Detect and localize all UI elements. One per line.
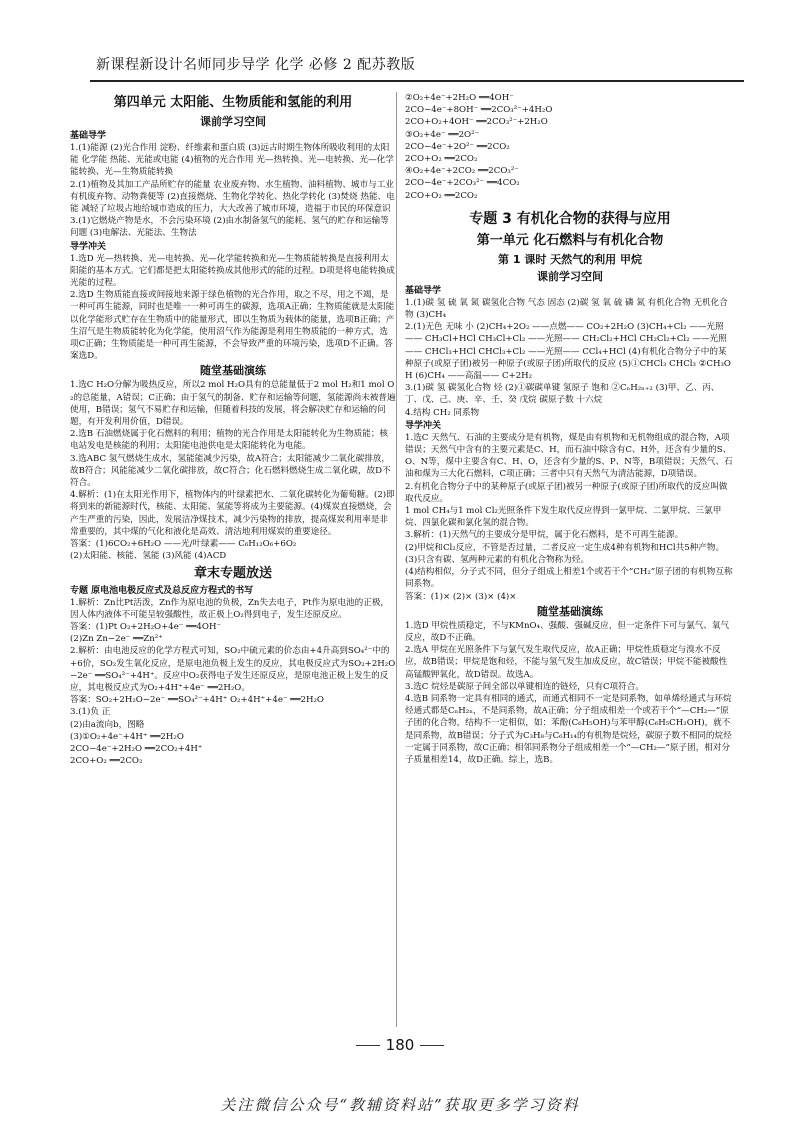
- page-number: [0, 1036, 800, 1054]
- answer-line: 4.选B 同系物一定具有相同的通式，而通式相同不一定是同系物，如单烯烃通式与环烷烃通式都是CₙH₂ₙ，不是同系物，故A正确；分子组成相差一个或若干个“—CH₂—”原子团的化合物，结构不一定相似，如：苯酚(C₆H₅OH)与苯甲醇(C₆H₅CH₂OH)，就不是同系物，故B错误；分子式为C₃H₈与C₆H₁₄的有机物是烷烃，碳原子数不相同的烷烃一定属于同系物，故C正确；相邻同系物分子组成相差一个“—CH₂—”原子团，相对分子质量相差14，故D正确。综上，选B。: [405, 693, 732, 765]
- answer-line: (4)结构相似，分子式不同，但分子组成上相差1个或若干个“CH₂”原子团的有机物互称同系物。: [405, 567, 733, 590]
- equation-line: 2CO+O₂+4OH⁻ ══2CO₃²⁻+2H₂O: [405, 117, 548, 128]
- pre-class-heading: 课前学习空间: [537, 269, 603, 283]
- page-number-dash: [420, 1045, 444, 1046]
- chapter-title: 章末专题放送: [193, 565, 272, 581]
- unit-title: 第一单元 化石燃料与有机化合物: [476, 232, 664, 248]
- basic-guide-label: 基础导学: [70, 131, 107, 141]
- equation-line: ④O₂+4e⁻+2CO₂ ══2CO₃²⁻: [405, 166, 519, 177]
- page-number-value: 180: [385, 1036, 415, 1054]
- answer-line: 2CO+O₂ ══2CO₂: [70, 756, 143, 767]
- equation-line: 2CO−4e⁻+2O²⁻ ══2CO₂: [405, 141, 510, 152]
- answer-line: 1.选C 天然气、石油的主要成分是有机物，煤是由有机物和无机物组成的混合物，A项错误；天然气中含有的主要元素是C、H，而石油中除含有C、H外，还含有少量的S、O、N等，煤中主要含有C、H、O，还含有少量的S、P、N等，B项错误；天然气、石油和煤为三大化石燃料，C项正确；三者中只有天然气为清洁能源，D项错误。: [405, 432, 733, 480]
- pre-class-heading: 课前学习空间: [200, 115, 266, 128]
- drill-heading: 随堂基础演练: [200, 364, 266, 378]
- answer-line: (3)①O₂+4e⁻+4H⁺ ══2H₂O: [70, 731, 184, 742]
- answer-line: (2)太阳能、核能、氢能 (3)风能 (4)ACD: [70, 551, 227, 562]
- lesson-title: 第 1 课时 天然气的利用 甲烷: [498, 252, 642, 266]
- answer-line: 3.选C 烷烃是碳原子间全部以单键相连的链烃，只有C项符合。: [405, 681, 644, 692]
- answer-line: 3.(1)碳 氢 碳氢化合物 烃 (2)①碳碳单键 氢原子 饱和 ②CₙH₂ₙ₊₂ (3)甲、乙、丙、丁、戊、己、庚、辛、壬、癸 戊烷 碳原子数 十六烷: [405, 383, 720, 406]
- equation-line: 2CO+O₂ ══2CO₂: [405, 190, 478, 201]
- answer-line: 1.选D 光—热转换、光—电转换、光—化学能转换和光—生物质能转换是直接利用太阳能的基本方式。它们都是把太阳能转换成其他形式的能的过程。D项是将电能转换成光能的过程。: [70, 253, 395, 289]
- drill-heading: 随堂基础演练: [537, 604, 603, 618]
- answer-line: 4.结构 CH₂ 同系物: [405, 407, 480, 418]
- equation-line: 2CO−4e⁻+2CO₃²⁻ ══4CO₂: [405, 178, 520, 189]
- answer-line: (2)Zn Zn−2e⁻ ══Zn²⁺: [70, 634, 163, 645]
- answer-line: 3.(1)它燃烧产物是水，不会污染环境 (2)由水制备氢气的能耗、氢气的贮存和运输等问题 (3)电解法、光能法、生物法: [70, 216, 389, 239]
- answer-line: 4.解析：(1)在太阳光作用下，植物体内的叶绿素把水、二氧化碳转化为葡萄糖。(2)即将到来的新能源时代，核能、太阳能、氢能等将成为主要能源。(4)煤炭直接燃烧，会产生严重的污染，因此，发展洁净煤技术，减少污染物的排放，提高煤炭利用率是非常重要的，其中煤的气化和液化是高效、清洁地利用煤炭的重要途径。: [70, 490, 395, 537]
- equation-line: ③O₂+4e⁻ ══2O²⁻: [405, 129, 480, 140]
- answer-line: 1.选D 甲烷性质稳定，不与KMnO₄、强酸、强碱反应，但一定条件下可与氯气、氧气反应，故D不正确。: [405, 620, 730, 643]
- page-number-dash: [356, 1045, 380, 1046]
- answer-line: 答案：(1)6CO₂+6H₂O ——光/叶绿素—— C₆H₁₂O₆+6O₂: [70, 539, 297, 550]
- guide-key-label: 导学冲关: [70, 241, 107, 252]
- answer-line: 1.解析：Zn比Pt活泼，Zn作为原电池的负极，Zn失去电子，Pt作为原电池的正极，因人体内液体不可能呈较强酸性，故正极上O₂得到电子，发生还原反应。: [70, 597, 390, 620]
- answer-line: 2.有机化合物分子中的某种原子(或原子团)被另一种原子(或原子团)所取代的反应叫做取代反应。: [405, 481, 728, 504]
- answer-line: 3.选ABC 氢气燃烧生成水，氢能能减少污染，故A符合；太阳能减少二氧化碳排放，故B符合；风能能减少二氧化碳排放，故C符合；化石燃料燃烧生成二氧化碳，故D不符合。: [70, 453, 391, 489]
- answer-line: 答案：SO₂+2H₂O−2e⁻ ══SO₄²⁻+4H⁺ O₂+4H⁺+4e⁻ ══2H₂O: [70, 695, 324, 706]
- equation-line: 2CO−4e⁻+8OH⁻ ══2CO₃²⁻+4H₂O: [405, 105, 553, 116]
- column-divider: [396, 92, 397, 1027]
- equation-line: ②O₂+4e⁻+2H₂O ══4OH⁻: [405, 93, 514, 103]
- answer-line: 2CO−4e⁻+2H₂O ══2CO₂+4H⁺: [70, 743, 203, 754]
- answer-line: 1.(1)碳 氢 硫 氧 氮 碳氢化合物 气态 固态 (2)碳 氢 氧 硫 磷 氮 有机化合物 无机化合物 (3)CH₄: [405, 297, 728, 321]
- equation-line: 2CO+O₂ ══2CO₂: [405, 154, 478, 165]
- answer-line: (2)甲烷和Cl₂反应，不管是否过量，二者反应一定生成4种有机物和HCl共5种产物。: [405, 542, 725, 553]
- answer-line: 2.选A 甲烷在光照条件下与氯气发生取代反应，故A正确；甲烷性质稳定与溴水不反应，故B错误；甲烷是饱和烃，不能与氢气发生加成反应，故C错误；甲烷不能被酸性高锰酸钾氧化，故D错误。故选A。: [405, 645, 728, 680]
- answer-line: 1.选C H₂O分解为吸热反应，所以2 mol H₂O具有的总能量低于2 mol H₂和1 mol O₂的总能量，A错误；C正确；由于氢气的制备、贮存和运输等问题，氢能源尚未被普遍使用，B错误；氢气不易贮存和运输，但随着科技的发展，将会解决贮存和运输的问题，有开发利用价值，D错误。: [70, 380, 396, 428]
- right-column: [405, 92, 735, 766]
- answer-line: (3)只含有碳、氢两种元素的有机化合物称为烃。: [405, 554, 590, 565]
- answer-line: 2.(1)无色 无味 小 (2)CH₄+2O₂ ——点燃—— CO₂+2H₂O (3)CH₄+Cl₂ ——光照—— CH₃Cl+HCl CH₃Cl+Cl₂ ——光照—— CH₂Cl₂+HCl CH₂Cl₂+Cl₂ ——光照—— CHCl₃+HCl CHCl₃+Cl₂ ——光照—— CCl₄+HCl (4)有机化合物分子中的某种原子(或原子团)被另一种原子(或原子团)所取代的反应 (5)①CHCl₃ CHCl₃ ②CH₃OH (6)CH₄ ——高温—— C+2H₂: [405, 322, 731, 382]
- answer-line: 2.(1)植物及其加工产品所贮存的能量 农业废弃物、水生植物、油料植物、城市与工业有机废弃物、动物粪便等 (2)直接燃烧、生物化学转化、热化学转化 (3)焚烧 热能、电能 减轻了垃圾占地给城市造成的压力，大大改善了城市环境，造福于市民的环保意识: [70, 179, 395, 215]
- basic-guide-label: 基础导学: [405, 285, 442, 296]
- running-header: 新课程新设计名师同步导学 化学 必修 2 配苏教版: [96, 57, 416, 73]
- answer-line: 3.解析：(1)天然气的主要成分是甲烷，属于化石燃料，是不可再生能源。: [405, 530, 684, 541]
- answer-line: 答案：(1)Pt O₂+2H₂O+4e⁻ ══4OH⁻: [70, 621, 221, 632]
- answer-line: 1.(1)能源 (2)光合作用 淀粉、纤维素和蛋白质 (3)远古时期生物体所吸收利用的太阳能 化学能 热能、光能或电能 (4)植物的光合作用 光—热转换、光—电转换、光—化学能转换、光—生物质能转换: [70, 143, 394, 178]
- guide-key-label: 导学冲关: [405, 420, 442, 431]
- topic-title: 专题 3 有机化合物的获得与应用: [469, 210, 671, 227]
- answer-line: 2.解析：由电池反应的化学方程式可知，SO₂中硫元素的价态由+4升高到SO₄²⁻中的+6价，SO₂发生氧化反应，是原电池负极上发生的反应，其电极反应式为SO₂+2H₂O−2e⁻ ══SO₄²⁻+4H⁺。反应中O₂获得电子发生还原反应，是原电池正极上发生的反应，其电极反应式为O₂+4H⁺+4e⁻ ══2H₂O。: [70, 646, 396, 693]
- answer-line: 2.选B 石油燃烧属于化石燃料的利用；植物的光合作用是太阳能转化为生物质能；核电站发电是核能的利用；太阳能电池供电是太阳能转化为电能。: [70, 429, 389, 452]
- answer-line: 2.选D 生物质能直接或间接地来源于绿色植物的光合作用，取之不尽，用之不竭，是一种可再生能源，同时也是唯一一种可再生的碳源，选项A正确；生物质能就是太阳能以化学能形式贮存在生物质中的能量形式，即以生物质为载体的能量，选项B正确；产生沼气是生物质能转化为化学能，使用沼气作为能源是利用生物质能的一种方式，选项C正确；生物质能是一种可再生能源，不会导致严重的环境污染，选项D不正确。答案选D。: [70, 290, 395, 362]
- header-rule: [90, 80, 744, 82]
- footer-note: 关注微信公众号“教辅资料站”获取更多学习资料: [220, 1096, 580, 1114]
- answer-line: 3.(1)负 正: [70, 707, 111, 718]
- left-column: [70, 92, 396, 767]
- unit-title: 第四单元 太阳能、生物质能和氢能的利用: [113, 95, 353, 110]
- answer-line: (2)由a流向b，图略: [70, 719, 145, 730]
- special-topic-label: 专题 原电池电极反应式及总反应方程式的书写: [70, 585, 254, 596]
- answer-line: 1 mol CH₄与1 mol Cl₂光照条件下发生取代反应得到一氯甲烷、二氯甲烷、三氯甲烷、四氯化碳和氯化氢的混合物。: [405, 506, 722, 529]
- answer-line: 答案：(1)× (2)× (3)× (4)×: [405, 591, 517, 602]
